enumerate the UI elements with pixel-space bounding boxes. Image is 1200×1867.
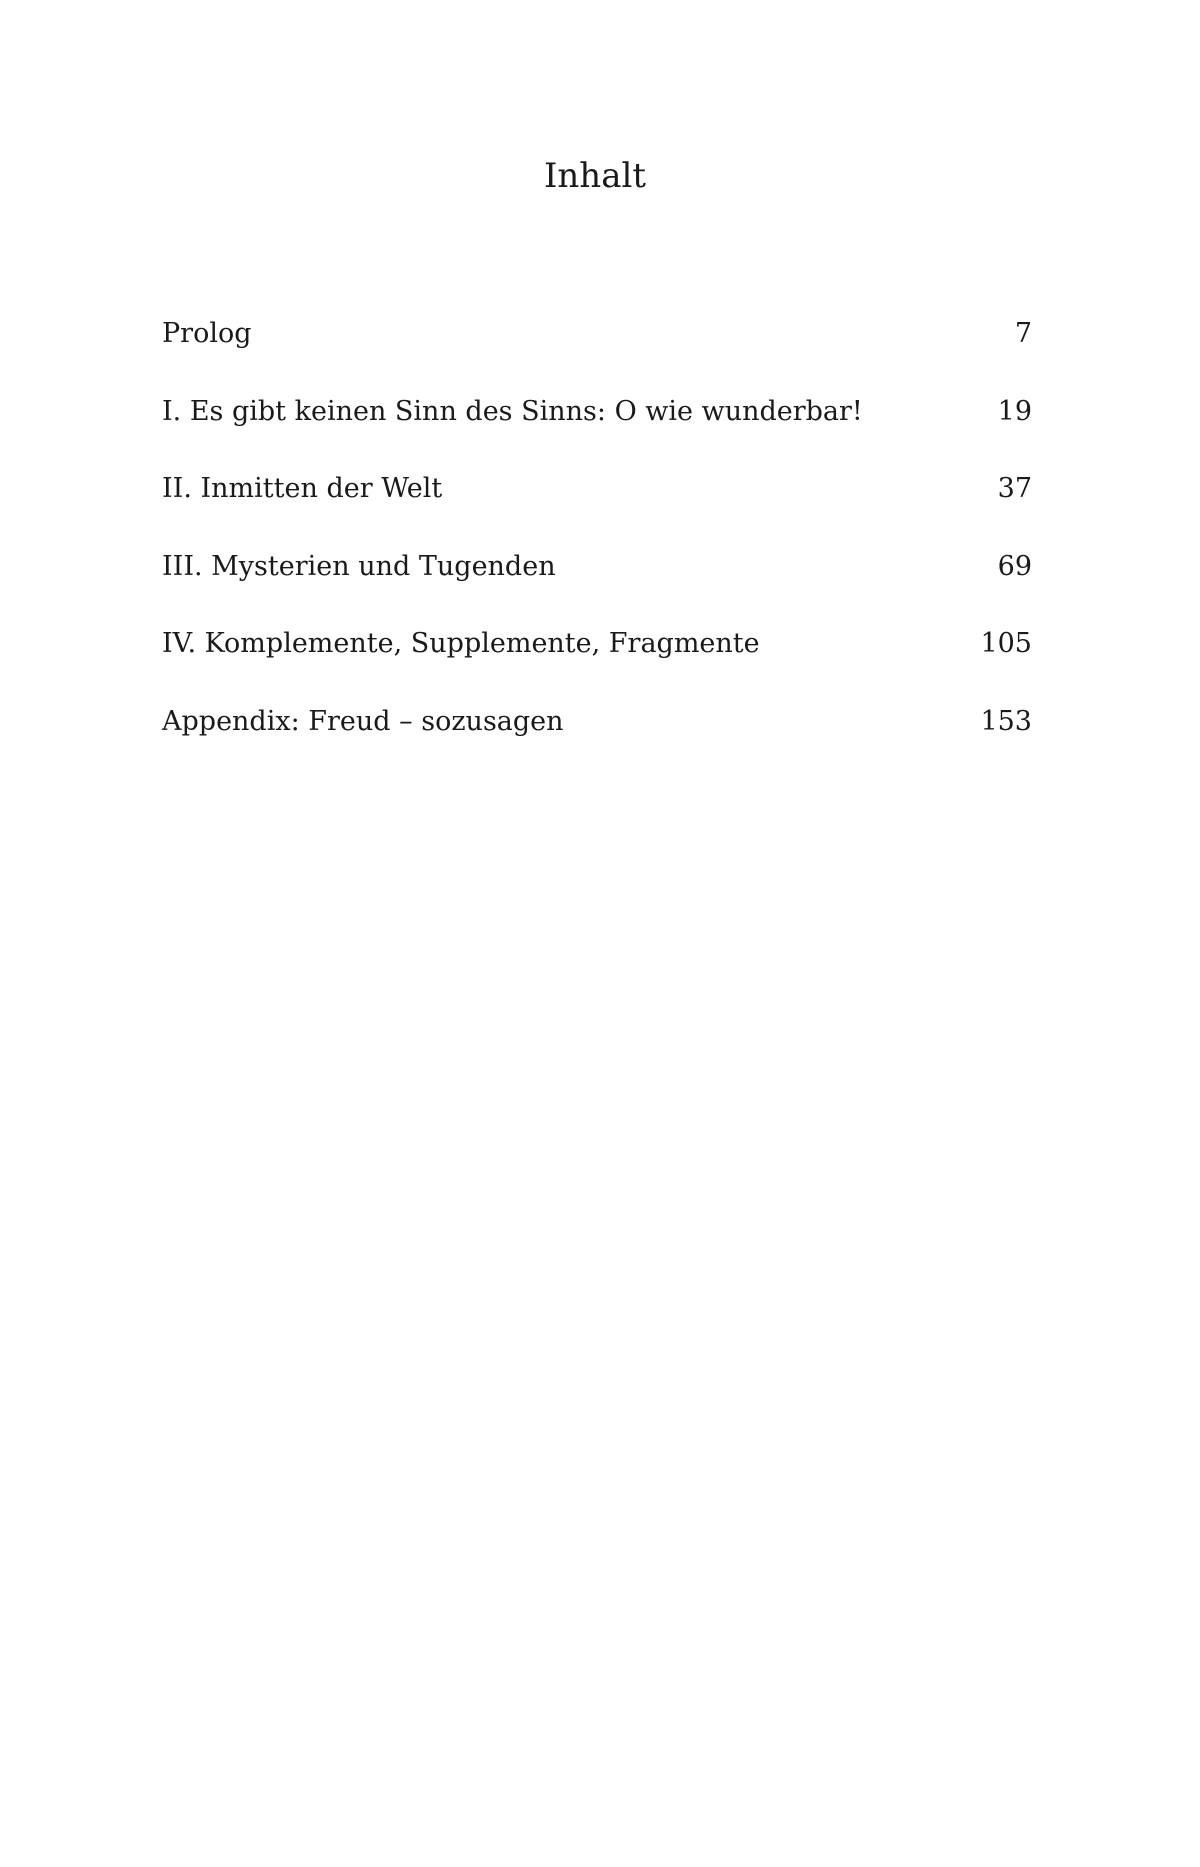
- toc-entry-title: Prolog: [162, 318, 252, 349]
- toc-entry: [162, 704, 1032, 782]
- toc-entry: [162, 626, 1032, 704]
- page-title: Inhalt: [543, 156, 647, 196]
- toc-entry-title: I. Es gibt keinen Sinn des Sinns: O wie wunderbar!: [162, 395, 863, 427]
- toc-entry: [162, 471, 1032, 549]
- toc-entry: [162, 316, 1032, 394]
- toc-entry-title: Appendix: Freud – sozusagen: [162, 705, 564, 737]
- toc-entry: [162, 394, 1032, 472]
- toc-entry-page-number: 37: [997, 473, 1032, 504]
- toc-entry-page-number: 19: [997, 395, 1032, 427]
- toc-entry-title: III. Mysterien und Tugenden: [162, 550, 556, 582]
- toc-entry-title: IV. Komplemente, Supplemente, Fragmente: [162, 628, 760, 659]
- toc-entry-page-number: 69: [997, 550, 1032, 582]
- toc-entry-page-number: 7: [1014, 318, 1032, 349]
- toc-entry-title: II. Inmitten der Welt: [162, 473, 443, 504]
- table-of-contents: [162, 316, 1032, 781]
- toc-entry: [162, 549, 1032, 627]
- toc-entry-page-number: 105: [980, 628, 1032, 659]
- toc-entry-page-number: 153: [980, 705, 1032, 737]
